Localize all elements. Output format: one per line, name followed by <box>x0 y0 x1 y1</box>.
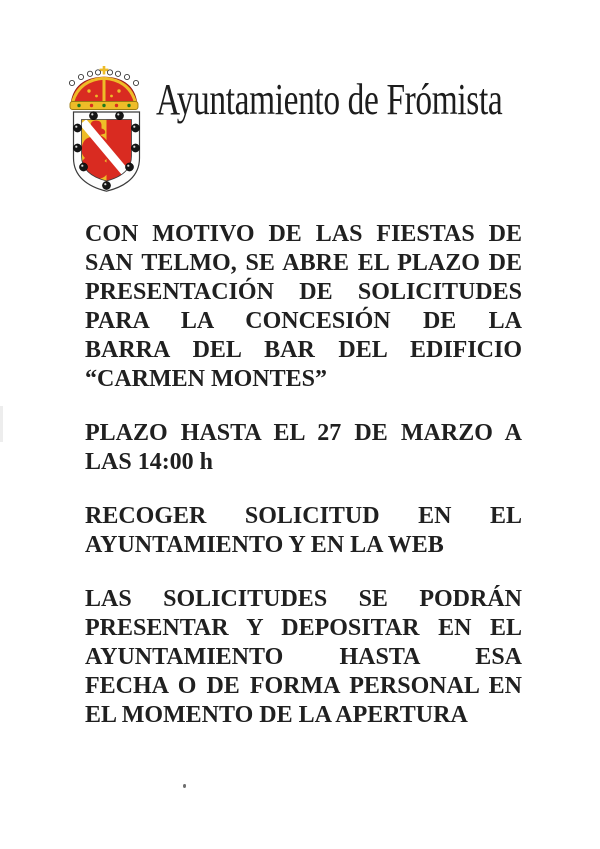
scan-speck <box>183 784 186 788</box>
notice-line: SAN TELMO, SE ABRE EL PLAZO DE <box>85 250 522 276</box>
notice-line: RECOGER SOLICITUD EN EL <box>85 503 522 529</box>
notice-line: AYUNTAMIENTO Y EN LA WEB <box>85 532 444 558</box>
notice-paragraph <box>85 220 522 394</box>
notice-line: PLAZO HASTA EL 27 DE MARZO A <box>85 420 522 446</box>
notice-line: PARA LA CONCESIÓN DE LA <box>85 308 522 334</box>
notice-line: CON MOTIVO DE LAS FIESTAS DE <box>85 221 522 247</box>
notice-line: EL MOMENTO DE LA APERTURA <box>85 702 468 728</box>
notice-body <box>85 220 522 755</box>
notice-paragraph <box>85 502 522 560</box>
notice-line: LAS 14:00 h <box>85 449 214 475</box>
crown-icon <box>69 66 138 110</box>
notice-line: PRESENTACIÓN DE SOLICITUDES <box>85 279 522 305</box>
notice-line: FECHA O DE FORMA PERSONAL EN <box>85 673 522 699</box>
notice-paragraph <box>85 585 522 730</box>
notice-line: AYUNTAMIENTO HASTA ESA <box>85 644 522 670</box>
scan-edge-artifact <box>0 406 3 442</box>
notice-line: “CARMEN MONTES” <box>85 366 328 392</box>
shield-icon <box>73 112 139 192</box>
notice-line: BARRA DEL BAR DEL EDIFICIO <box>85 337 522 363</box>
notice-line: LAS SOLICITUDES SE PODRÁN <box>85 586 522 612</box>
fromista-coat-of-arms-icon <box>64 66 144 192</box>
notice-line: PRESENTAR Y DEPOSITAR EN EL <box>85 615 522 641</box>
notice-paragraph <box>85 419 522 477</box>
page-title: Ayuntamiento de Frómista <box>156 75 503 124</box>
